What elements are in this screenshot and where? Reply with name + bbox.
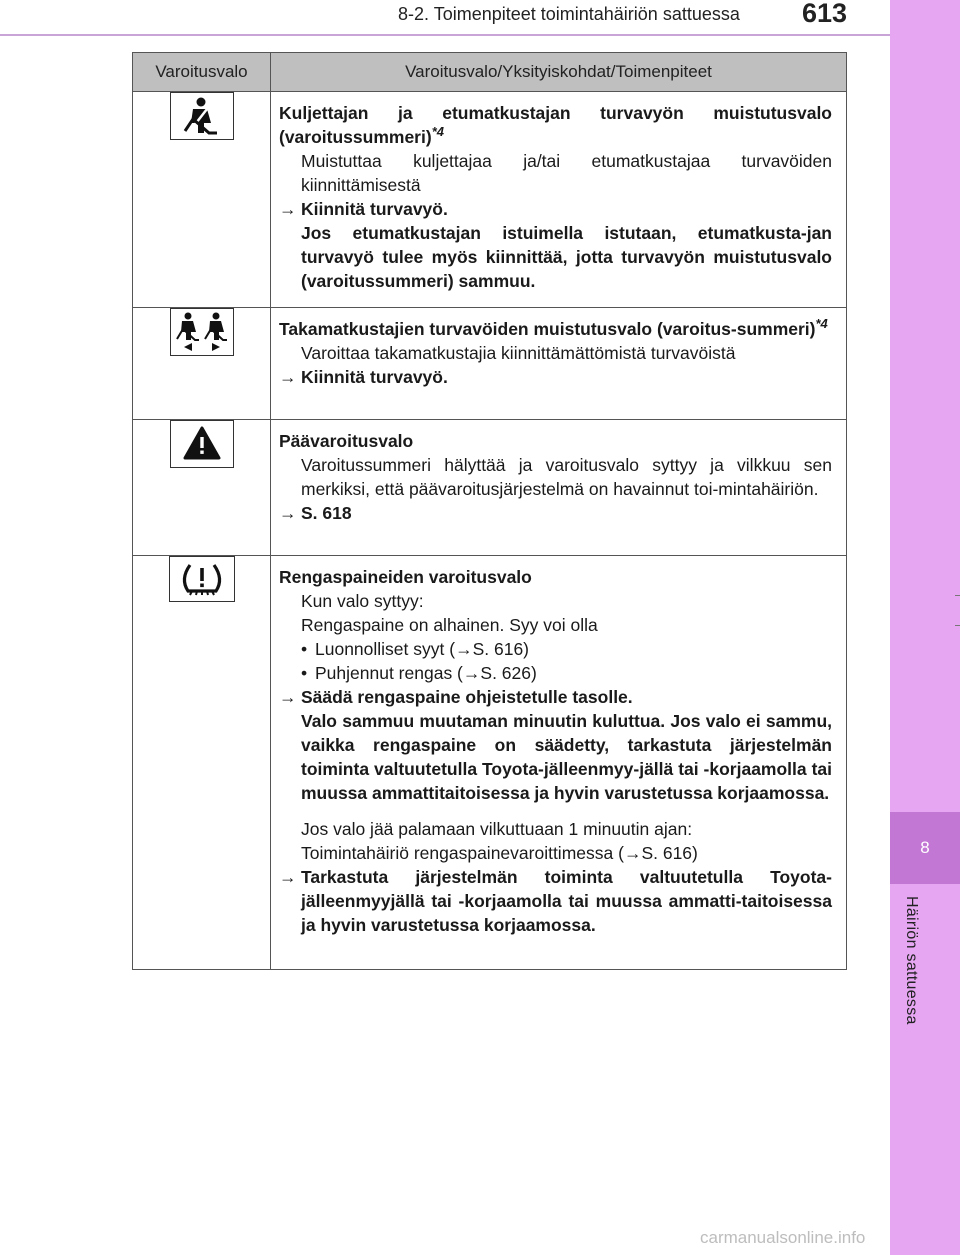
side-tick [955,625,960,626]
page-reference-link[interactable]: → S. 618 [279,503,352,523]
condition-text: Kun valo syttyy: [301,591,424,611]
bullet-icon: • [301,639,308,659]
table-row [133,308,847,420]
arrow-icon: → [462,663,481,683]
details-cell [271,92,847,308]
spacer [279,805,832,817]
list-item: • Luonnolliset syyt (→S. 616) [301,639,530,659]
arrow-icon: → [623,843,642,863]
light-description: Toimintahäiriö rengaspainevaroittimessa (→S. 616) [301,843,698,863]
light-title: Takamatkustajien turvavöiden muistutusvalo (varoitus-summeri)$^{*4}$ [279,316,828,339]
page-reference-link[interactable]: S. 616) [472,639,530,659]
light-description: Rengaspaine on alhainen. Syy voi olla [301,615,598,635]
header-rule [0,34,890,36]
table-row [133,420,847,556]
arrow-icon: → [279,199,297,219]
warning-light-table [132,52,847,970]
seatbelt-reminder-icon [170,92,234,140]
chapter-label: Häiriön sattuessa [903,896,920,1025]
column-header-details: Varoitusvalo/Yksityiskohdat/Toimenpiteet [271,53,847,92]
details-cell [271,420,847,556]
arrow-icon: → [455,639,473,659]
light-title: Kuljettajan ja etumatkustajan turvavyön muistutusvalo (varoitussummeri)$^{*4}$ [279,103,832,147]
arrow-icon: → [279,867,297,887]
rear-seatbelt-reminder-icon [170,308,234,356]
tire-pressure-warning-icon [169,556,235,602]
table-row [133,556,847,970]
light-description: Muistuttaa kuljettajaa ja/tai etumatkustajaa turvavöiden kiinnittämisestä [301,151,832,195]
action-line: → Kiinnitä turvavyö. [279,367,448,387]
icon-cell [133,420,271,556]
arrow-icon: → [279,503,297,523]
icon-cell [133,308,271,420]
action-detail: Valo sammuu muutaman minuutin kuluttua. Jos valo ei sammu, vaikka rengaspaine on säädetty, tarkastuta järjestelmän toiminta valtuutetulla Toyota-jälleenmyy-jällä tai -korjaamolla tai muussa ammattitaitoisessa ja hyvin varustetussa korjaamossa. [301,711,832,803]
light-title: Rengaspaineiden varoitusvalo [279,567,532,587]
footnote-marker: *4 [815,316,828,332]
chapter-number: 8 [890,812,960,884]
light-description: Varoittaa takamatkustajia kiinnittämättömistä turvavöistä [301,343,736,363]
icon-cell [133,556,271,970]
table-header-row [133,53,847,92]
master-warning-icon [170,420,234,468]
table-row [133,92,847,308]
chapter-side-tab [890,0,960,1255]
page-number: 613 [802,0,848,28]
light-title: Päävaroitusvalo [279,431,414,451]
page-reference-link[interactable]: S. 616) [641,843,698,863]
action-line: → Kiinnitä turvavyö. [279,199,448,219]
condition-text: Jos valo jää palamaan vilkuttuaan 1 minuutin ajan: [301,819,693,839]
details-cell [271,556,847,970]
page-reference-link[interactable]: S. 626) [480,663,537,683]
action-detail: Jos etumatkustajan istuimella istutaan, etumatkusta-jan turvavyö tulee myös kiinnittää, jotta turvavyön muistutusvalo (varoitussummeri) sammuu. [301,223,832,291]
side-tick [955,595,960,596]
column-header-warning-light: Varoitusvalo [133,53,271,92]
section-title: 8-2. Toimenpiteet toimintahäiriön sattuessa [398,4,740,24]
watermark: carmanualsonline.info [700,1228,866,1247]
bullet-icon: • [301,663,308,683]
details-cell [271,308,847,420]
footnote-marker: *4 [431,124,444,140]
list-item: • Puhjennut rengas (→S. 626) [301,663,537,683]
page-header [0,0,890,36]
arrow-icon: → [279,687,297,707]
arrow-icon: → [279,367,297,387]
light-description: Varoitussummeri hälyttää ja varoitusvalo syttyy ja vilkkuu sen merkiksi, että päävaroitusjärjestelmä on havainnut toi-mintahäiriön. [301,455,832,499]
icon-cell [133,92,271,308]
action-line: → Säädä rengaspaine ohjeistetulle tasolle. [279,687,633,707]
action-line: → Tarkastuta järjestelmän toiminta valtuutetulla Toyota-jälleenmyyjällä tai -korjaamolla tai muussa ammatti-taitoisessa ja hyvin varustetussa korjaamossa. [279,867,832,935]
